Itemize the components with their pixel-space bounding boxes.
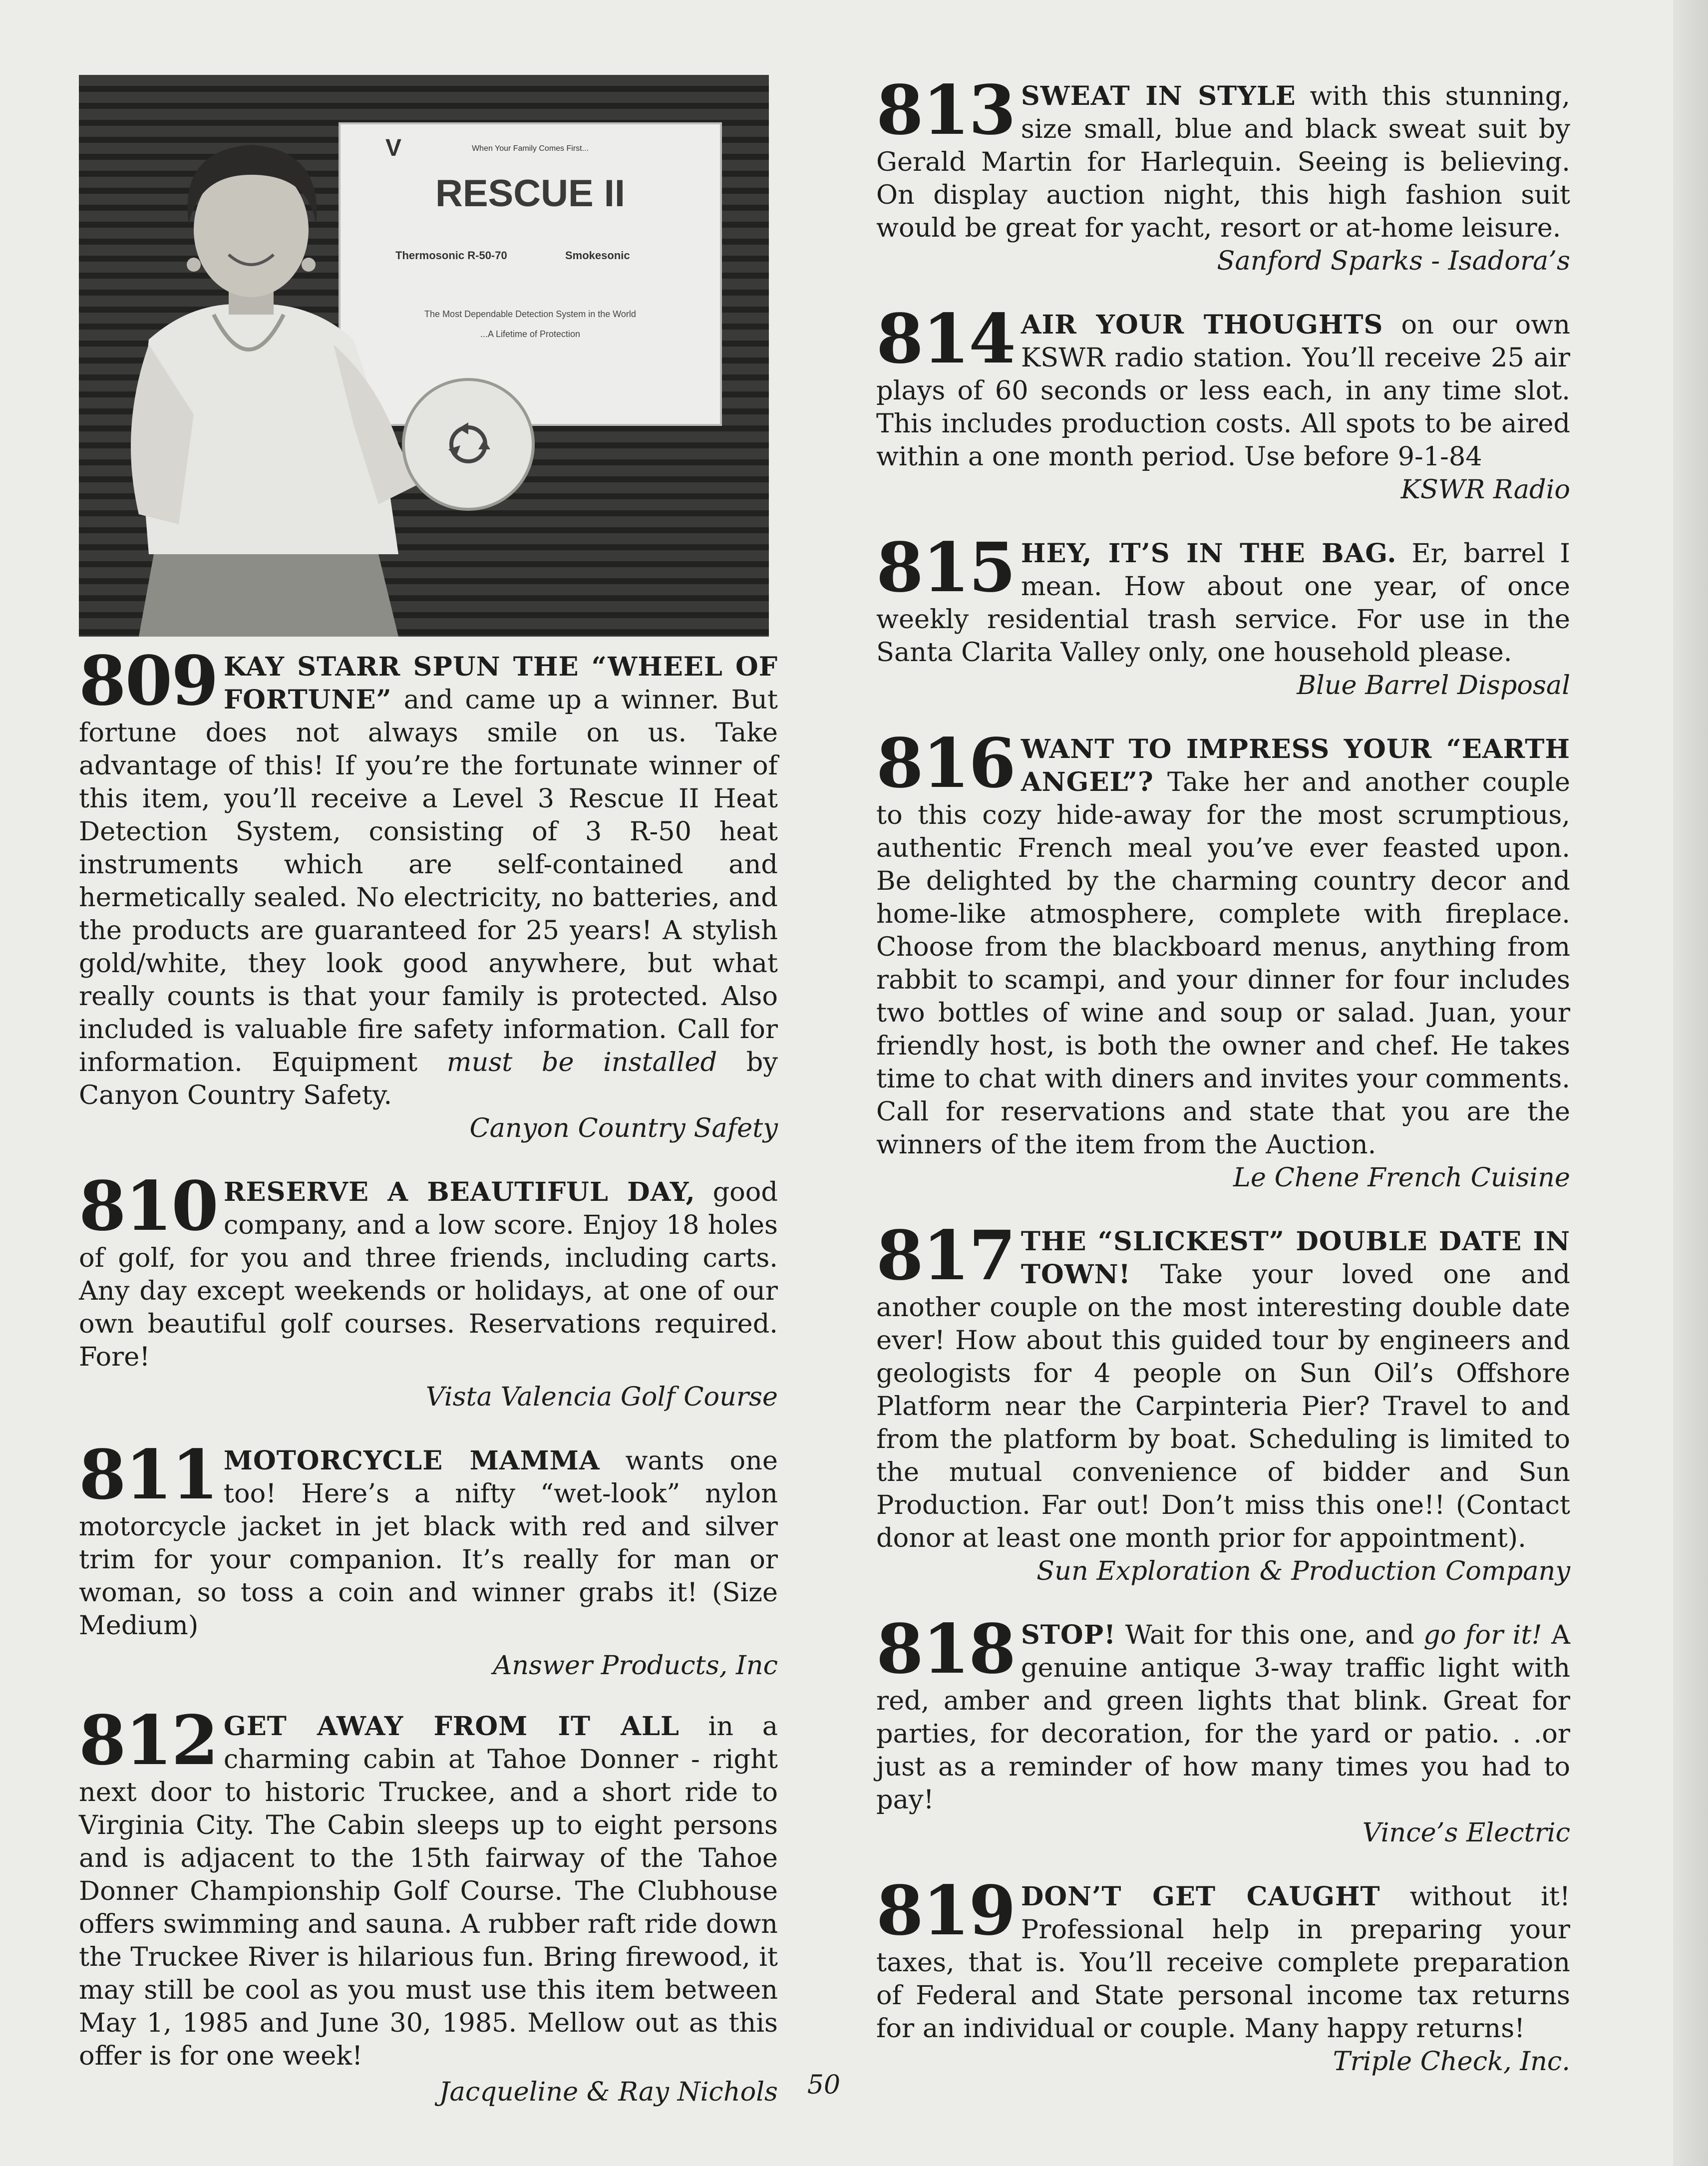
item-815: [876, 528, 1570, 702]
poster-product-1: Thermosonic R-50-70: [395, 249, 507, 262]
item-headline: GET AWAY FROM IT ALL: [223, 1711, 680, 1742]
item-809: [79, 641, 778, 1145]
rescue-poster: V When Your Family Comes First... RESCUE II Thermosonic R-50-70 Smokesonic The Most Dependable Detection System in the World ...A Lifetime of Protection: [339, 122, 722, 426]
item-description: GET AWAY FROM IT ALL in a charming cabin at Tahoe Donner - right next door to historic Truckee, and a short ride to Virginia City. The Cabin sleeps up to eight persons and is adjacent to the 15th fairway of the Tahoe Donner Championship Golf Course. The Clubhouse offers swimming and sauna. A rubber raft ride down the Truckee River is hilarious fun. Bring firewood, it may still be cool as you must use this item between May 1, 1985 and June 30, 1985. Mellow out as this offer is for one week!: [79, 1711, 778, 2071]
poster-line-2: ...A Lifetime of Protection: [480, 329, 581, 339]
item-816: [876, 723, 1570, 1194]
item-810: [79, 1166, 778, 1414]
item-emphasis: go for it!: [1423, 1620, 1542, 1650]
item-description: THE “SLICKEST” DOUBLE DATE IN TOWN! Take your loved one and another couple on the most interesting double date ever! How about this guided tour by engineers and geologists for 4 people on Sun Oil’s Offshore Platform near the Carpinteria Pier? Travel to and from the platform by boat. Scheduling is limited to the mutual convenience of bidder and Sun Production. Far out! Don’t miss this one!! (Contact donor at least one month prior for appointment).: [876, 1226, 1570, 1553]
item-headline: DON’T GET CAUGHT: [1021, 1881, 1380, 1912]
item-headline: THE “SLICKEST” DOUBLE DATE IN TOWN!: [1021, 1226, 1570, 1290]
item-818: [876, 1609, 1571, 1849]
item-description: KAY STARR SPUN THE “WHEEL OF FORTUNE” and came up a winner. But fortune does not always smile on us. Take advantage of this! If you’re the fortunate winner of this item, you’ll receive a Level 3 Rescue II Heat Detection System, consisting of 3 R-50 heat instruments which are self-contained and hermetically sealed. No electricity, no batteries, and the products are guaranteed for 25 years! A stylish gold/white, they look good anywhere, but what really counts is that your family is protected. Also included is valuable fire safety information. Call for information. Equipment must be installed by Canyon Country Safety.: [79, 652, 778, 1110]
poster-title: RESCUE II: [435, 172, 626, 215]
item-813: [876, 70, 1570, 278]
item-donor: Jacqueline & Ray Nichols: [439, 2077, 778, 2107]
item-number: 816: [876, 723, 1015, 803]
item-donor: Blue Barrel Disposal: [1297, 670, 1570, 701]
item-description: SWEAT IN STYLE with this stunning, size small, blue and black sweat suit by Gerald Martin for Harlequin. Seeing is believing. On display auction night, this high fashion suit would be great for yacht, resort or at-home leisure.: [876, 81, 1570, 243]
item-description: AIR YOUR THOUGHTS on our own KSWR radio station. You’ll receive 25 air plays of 60 seconds or less each, in any time slot. This includes production costs. All spots to be aired within a one month period. Use before 9-1-84: [876, 310, 1570, 472]
item-number: 819: [876, 1871, 1015, 1951]
woman-figure: [119, 105, 428, 637]
item-donor: Canyon Country Safety: [469, 1113, 778, 1143]
item-headline: WANT TO IMPRESS YOUR “EARTH ANGEL”?: [1021, 734, 1570, 797]
item-number: 811: [79, 1435, 218, 1515]
item-number: 809: [79, 641, 218, 721]
right-column: [876, 70, 1571, 2078]
poster-tagline: When Your Family Comes First...: [472, 144, 589, 153]
item-number: 814: [876, 299, 1015, 379]
item-812: [79, 1701, 778, 2109]
item-description: RESERVE A BEAUTIFUL DAY, good company, and a low score. Enjoy 18 holes of golf, for you and three friends, including carts. Any day except weekends or holidays, at one of our own beautiful golf courses. Reservations required. Fore!: [79, 1177, 778, 1372]
item-donor: Vince’s Electric: [1362, 1817, 1570, 1848]
item-number: 818: [876, 1609, 1015, 1689]
detector-icon: [398, 374, 538, 514]
item-811: [79, 1435, 778, 1682]
item-description: DON’T GET CAUGHT without it! Professional help in preparing your taxes, that is. You’ll receive complete preparation of Federal and State personal income tax returns for an individual or couple. Many happy returns!: [876, 1881, 1570, 2044]
item-number: 815: [876, 528, 1015, 608]
item-number: 810: [79, 1166, 218, 1246]
item-description: WANT TO IMPRESS YOUR “EARTH ANGEL”? Take her and another couple to this cozy hide-away for the most scrumptious, authentic French meal you’ve ever feasted upon. Be delighted by the charming country decor and home-like atmosphere, complete with fireplace. Choose from the blackboard menus, anything from rabbit to scampi, and your dinner for four includes two bottles of wine and soup or salad. Juan, your friendly host, is both the owner and chef. He takes time to chat with diners and invites your comments. Call for reservations and state that you are the winners of the item from the Auction.: [876, 734, 1570, 1160]
item-number: 817: [876, 1216, 1015, 1296]
page-number: 50: [807, 2070, 841, 2100]
poster-line-1: The Most Dependable Detection System in the World: [424, 309, 636, 319]
item-headline: AIR YOUR THOUGHTS: [1021, 310, 1383, 340]
item-donor: Sun Exploration & Production Company: [1036, 1556, 1570, 1586]
item-817: [876, 1216, 1570, 1588]
item-photo: [79, 75, 769, 637]
poster-product-2: Smokesonic: [565, 249, 630, 262]
left-column: [79, 75, 778, 2109]
item-headline: SWEAT IN STYLE: [1021, 81, 1296, 111]
item-donor: Triple Check, Inc.: [1333, 2046, 1570, 2077]
item-819: [876, 1871, 1570, 2078]
item-donor: Answer Products, Inc: [493, 1650, 778, 1681]
page-edge: [1673, 0, 1708, 2166]
item-headline: KAY STARR SPUN THE “WHEEL OF FORTUNE”: [223, 652, 778, 715]
item-number: 813: [876, 70, 1015, 150]
item-headline: STOP!: [1021, 1620, 1116, 1650]
item-description: MOTORCYCLE MAMMA wants one too! Here’s a nifty “wet-look” nylon motorcycle jacket in jet black with red and silver trim for your companion. It’s really for man or woman, so toss a coin and winner grabs it! (Size Medium): [79, 1445, 778, 1641]
item-donor: Le Chene French Cuisine: [1233, 1162, 1570, 1193]
item-emphasis: must be installed: [446, 1047, 717, 1078]
item-description: HEY, IT’S IN THE BAG. Er, barrel I mean. How about one year, of once weekly residential trash service. For use in the Santa Clarita Valley only, one household please.: [876, 538, 1570, 668]
item-headline: MOTORCYCLE MAMMA: [223, 1445, 600, 1476]
item-headline: HEY, IT’S IN THE BAG.: [1021, 538, 1397, 569]
item-donor: Sanford Sparks - Isadora’s: [1217, 246, 1570, 276]
item-description: STOP! Wait for this one, and go for it! A genuine antique 3-way traffic light with red, amber and green lights that blink. Great for parties, for decoration, for the yard or patio. . .or just as a reminder of how many times you had to pay!: [876, 1620, 1571, 1815]
item-headline: RESERVE A BEAUTIFUL DAY,: [223, 1177, 695, 1207]
item-donor: KSWR Radio: [1400, 474, 1570, 505]
item-donor: Vista Valencia Golf Course: [425, 1382, 778, 1412]
item-814: [876, 299, 1570, 506]
item-number: 812: [79, 1701, 218, 1781]
